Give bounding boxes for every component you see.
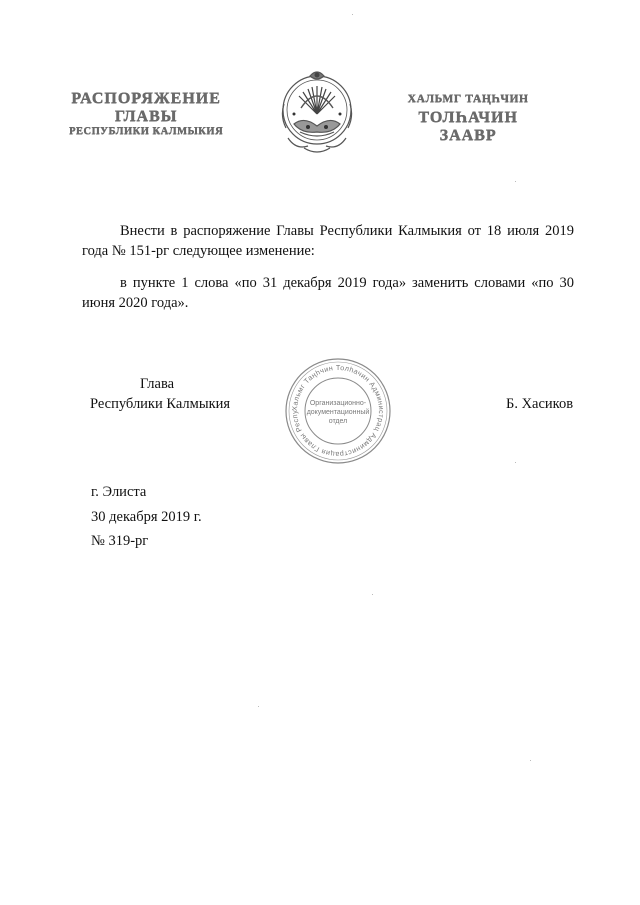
footer-number: № 319-рг (91, 533, 149, 549)
scan-speck (352, 14, 353, 15)
official-stamp (283, 356, 393, 466)
footer-place: г. Элиста (91, 484, 147, 500)
header-right-title: ХАЛЬМГ ТАҢҺЧИН (407, 93, 529, 105)
stamp-inner-line2: документационный (306, 409, 370, 416)
stamp-inner-line1: Организационно- (309, 400, 367, 407)
footer-date: 30 декабря 2019 г. (91, 509, 202, 525)
signature-title-line1: Глава (140, 376, 175, 392)
scan-speck (515, 181, 516, 182)
svg-text:Хальмг Таңһчин Толһачин Админи: Хальмг Таңһчин Толһачин Администрац Администрация Главы Респу (289, 362, 387, 460)
scan-speck (515, 462, 516, 463)
stamp-inner-line3: отдел (328, 418, 348, 425)
header-left-subtitle: ГЛАВЫ (114, 108, 178, 125)
kalmykia-coat-of-arms-icon (274, 66, 360, 158)
header-right-order: ЗААВР (439, 127, 497, 144)
scan-speck (530, 760, 531, 761)
header-left-title: РАСПОРЯЖЕНИЕ (71, 90, 221, 107)
signature-name: Б. Хасиков (506, 396, 574, 412)
signature-title-line2: Республики Калмыкия (90, 396, 231, 412)
scan-speck (372, 594, 373, 595)
header-left-republic: РЕСПУБЛИКИ КАЛМЫКИЯ (68, 126, 224, 137)
header-right-subtitle: ТОЛҺАЧИН (418, 109, 518, 126)
body-paragraph-2: в пункте 1 слова «по 31 декабря 2019 года» заменить словами «по 30 июня 2020 года». (82, 275, 574, 311)
scan-speck (258, 706, 259, 707)
body-paragraph-1: Внести в распоряжение Главы Республики Калмыкия от 18 июля 2019 года № 151-рг следующее изменение: (82, 223, 574, 259)
stamp-seal-icon (283, 356, 393, 466)
